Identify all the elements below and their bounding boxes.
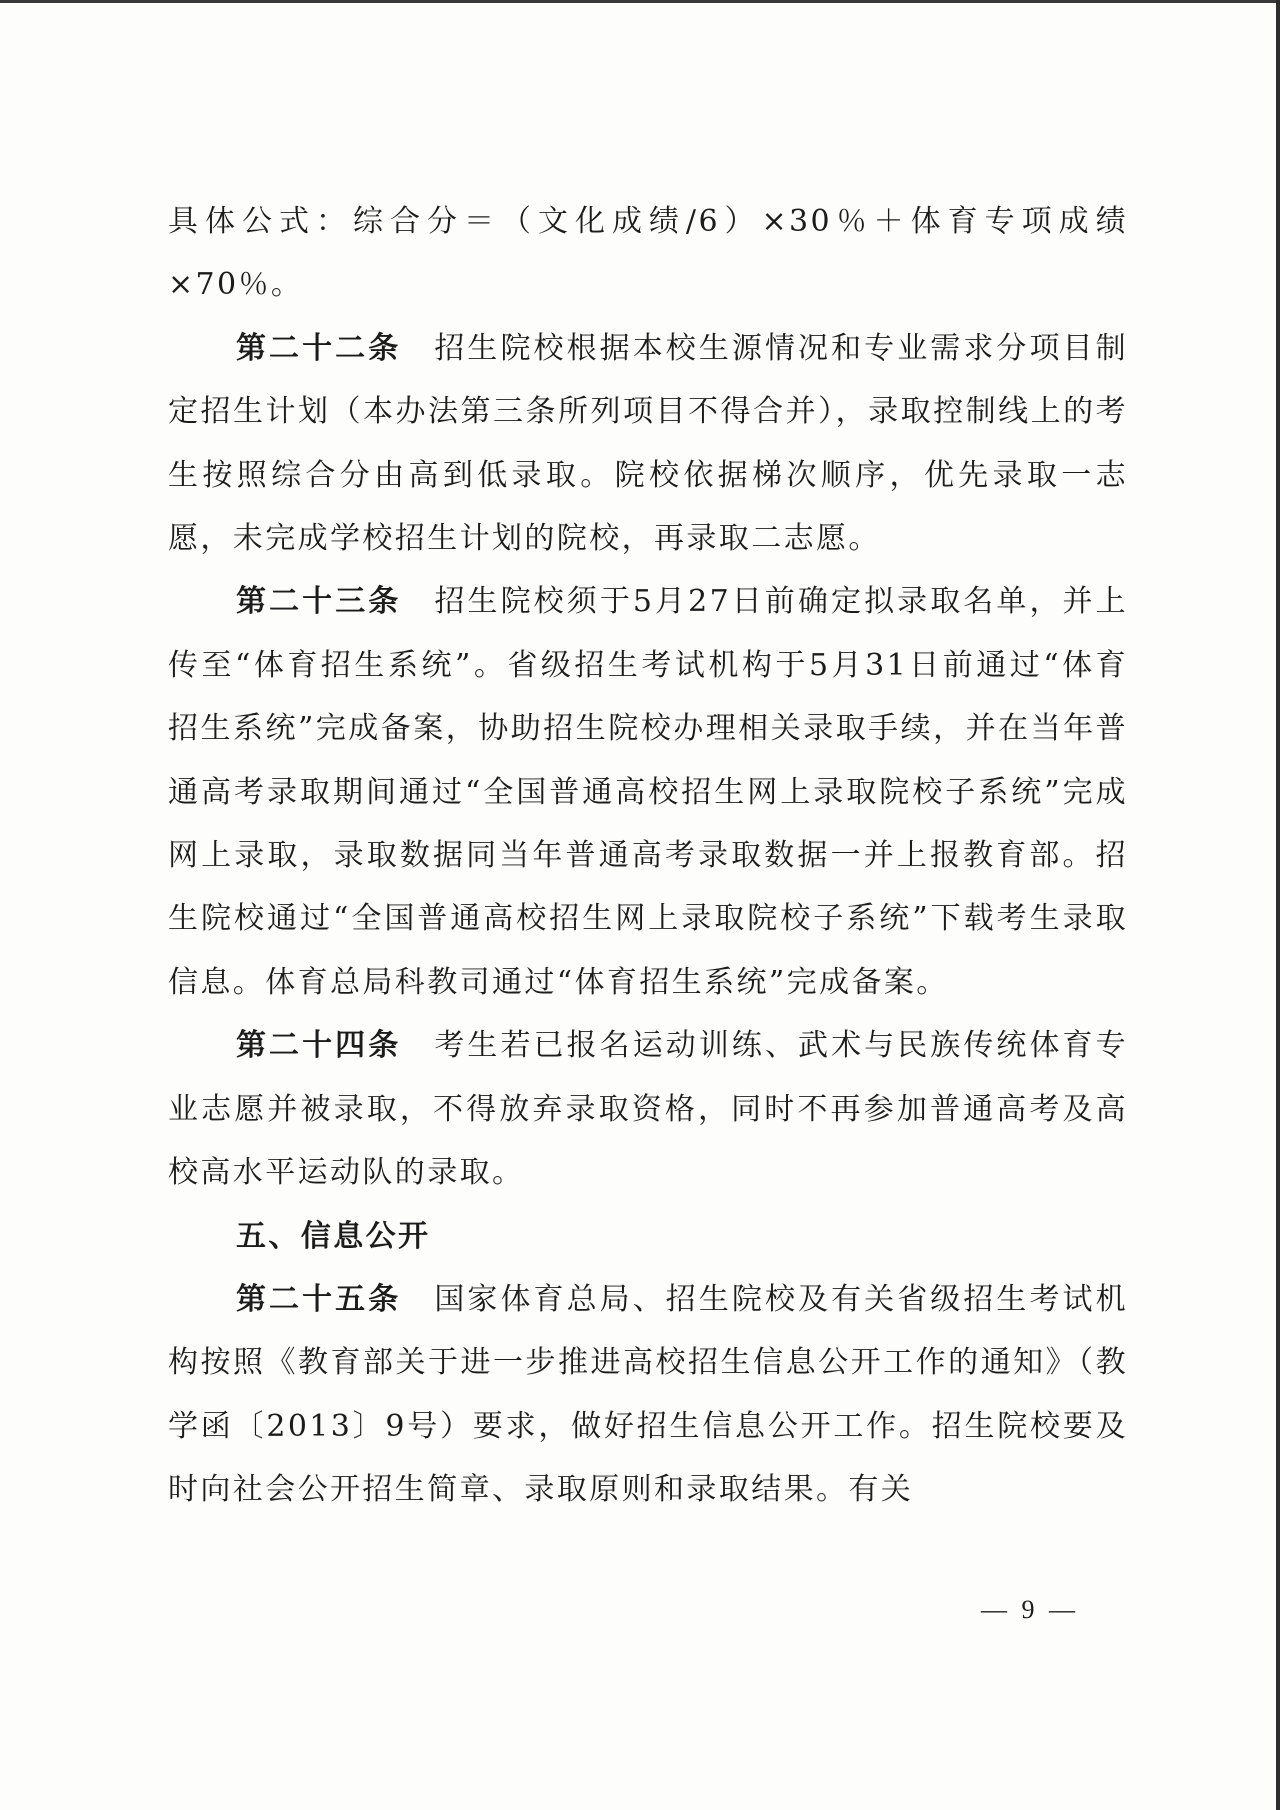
paragraph-text: 考生若已报名运动训练、武术与民族传统体育专业志愿并被录取，不得放弃录取资格，同时不再参加普通高考及高校高水平运动队的录取。	[168, 1028, 1128, 1191]
paragraph-formula	[168, 190, 1128, 317]
paragraph-article-22	[168, 317, 1128, 571]
paragraph-text: 招生院校须于5月27日前确定拟录取名单，并上传至“体育招生系统”。省级招生考试机构于5月31日前通过“体育招生系统”完成备案，协助招生院校办理相关录取手续，并在当年普通高考录取期间通过“全国普通高校招生网上录取院校子系统”完成网上录取，录取数据同当年普通高考录取数据一并上报教育部。招生院校通过“全国普通高校招生网上录取院校子系统”下载考生录取信息。体育总局科教司通过“体育招生系统”完成备案。	[168, 584, 1128, 1000]
paragraph-article-24	[168, 1014, 1128, 1204]
article-number: 第二十二条	[236, 330, 402, 366]
paragraph-text: 具体公式：综合分＝（文化成绩/6）×30％＋体育专项成绩×70％。	[168, 204, 1128, 303]
article-number: 第二十三条	[236, 584, 402, 620]
document-body	[168, 190, 1128, 1522]
paragraph-text: 招生院校根据本校生源情况和专业需求分项目制定招生计划（本办法第三条所列项目不得合并），录取控制线上的考生按照综合分由高到低录取。院校依据梯次顺序，优先录取一志愿，未完成学校招生计划的院校，再录取二志愿。	[168, 330, 1128, 557]
section-heading: 五、信息公开	[236, 1218, 431, 1254]
paragraph-article-23	[168, 570, 1128, 1014]
paragraph-text: 国家体育总局、招生院校及有关省级招生考试机构按照《教育部关于进一步推进高校招生信息公开工作的通知》（教学函〔2013〕9号）要求，做好招生信息公开工作。招生院校要及时向社会公开招生简章、录取原则和录取结果。有关	[168, 1281, 1128, 1508]
scan-edge-right	[1276, 0, 1280, 1810]
scan-edge-top	[0, 0, 1280, 3]
page-number: — 9 —	[981, 1595, 1079, 1624]
article-number: 第二十四条	[236, 1028, 402, 1064]
paragraph-article-25	[168, 1268, 1128, 1522]
article-number: 第二十五条	[236, 1281, 402, 1317]
